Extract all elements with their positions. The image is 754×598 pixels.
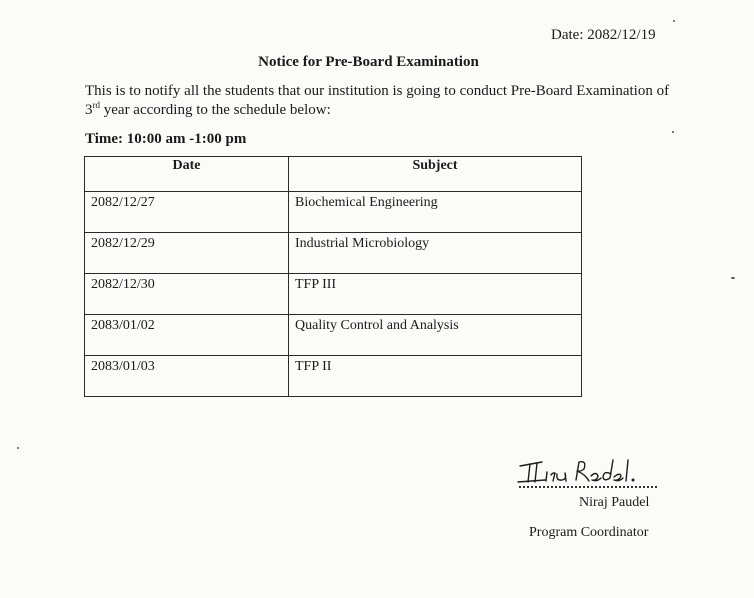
table-row <box>85 315 582 356</box>
notice-intro <box>85 82 675 120</box>
table-row <box>85 233 582 274</box>
intro-text-start: This is to notify all the students that our institution is going to conduct Pre-Board Examination of 3 <box>85 83 670 118</box>
signature-line <box>519 486 657 488</box>
scan-speck <box>673 20 675 22</box>
scan-speck <box>17 447 19 449</box>
notice-title: Notice for Pre-Board Examination <box>258 54 479 70</box>
intro-text-end: year according to the schedule below: <box>100 102 331 118</box>
row-subject: TFP III <box>289 274 582 315</box>
row-subject: Industrial Microbiology <box>289 233 582 274</box>
row-date: 2083/01/02 <box>85 315 289 356</box>
header-subject: Subject <box>289 157 582 192</box>
row-date: 2082/12/29 <box>85 233 289 274</box>
signer-role: Program Coordinator <box>529 525 649 540</box>
table-row <box>85 274 582 315</box>
table-row <box>85 192 582 233</box>
schedule-table <box>84 156 582 397</box>
table-row <box>85 356 582 397</box>
table-header-row <box>85 157 582 192</box>
row-subject: TFP II <box>289 356 582 397</box>
signer-name: Niraj Paudel <box>579 495 650 510</box>
row-subject: Biochemical Engineering <box>289 192 582 233</box>
header-date: Date <box>85 157 289 192</box>
notice-date: Date: 2082/12/19 <box>551 27 656 43</box>
intro-ordinal-suffix: rd <box>92 100 100 110</box>
row-date: 2082/12/30 <box>85 274 289 315</box>
exam-time: Time: 10:00 am -1:00 pm <box>85 131 247 147</box>
scan-speck <box>672 131 674 133</box>
row-date: 2082/12/27 <box>85 192 289 233</box>
row-subject: Quality Control and Analysis <box>289 315 582 356</box>
handwritten-signature <box>515 452 660 490</box>
row-date: 2083/01/03 <box>85 356 289 397</box>
scan-speck <box>731 277 735 279</box>
